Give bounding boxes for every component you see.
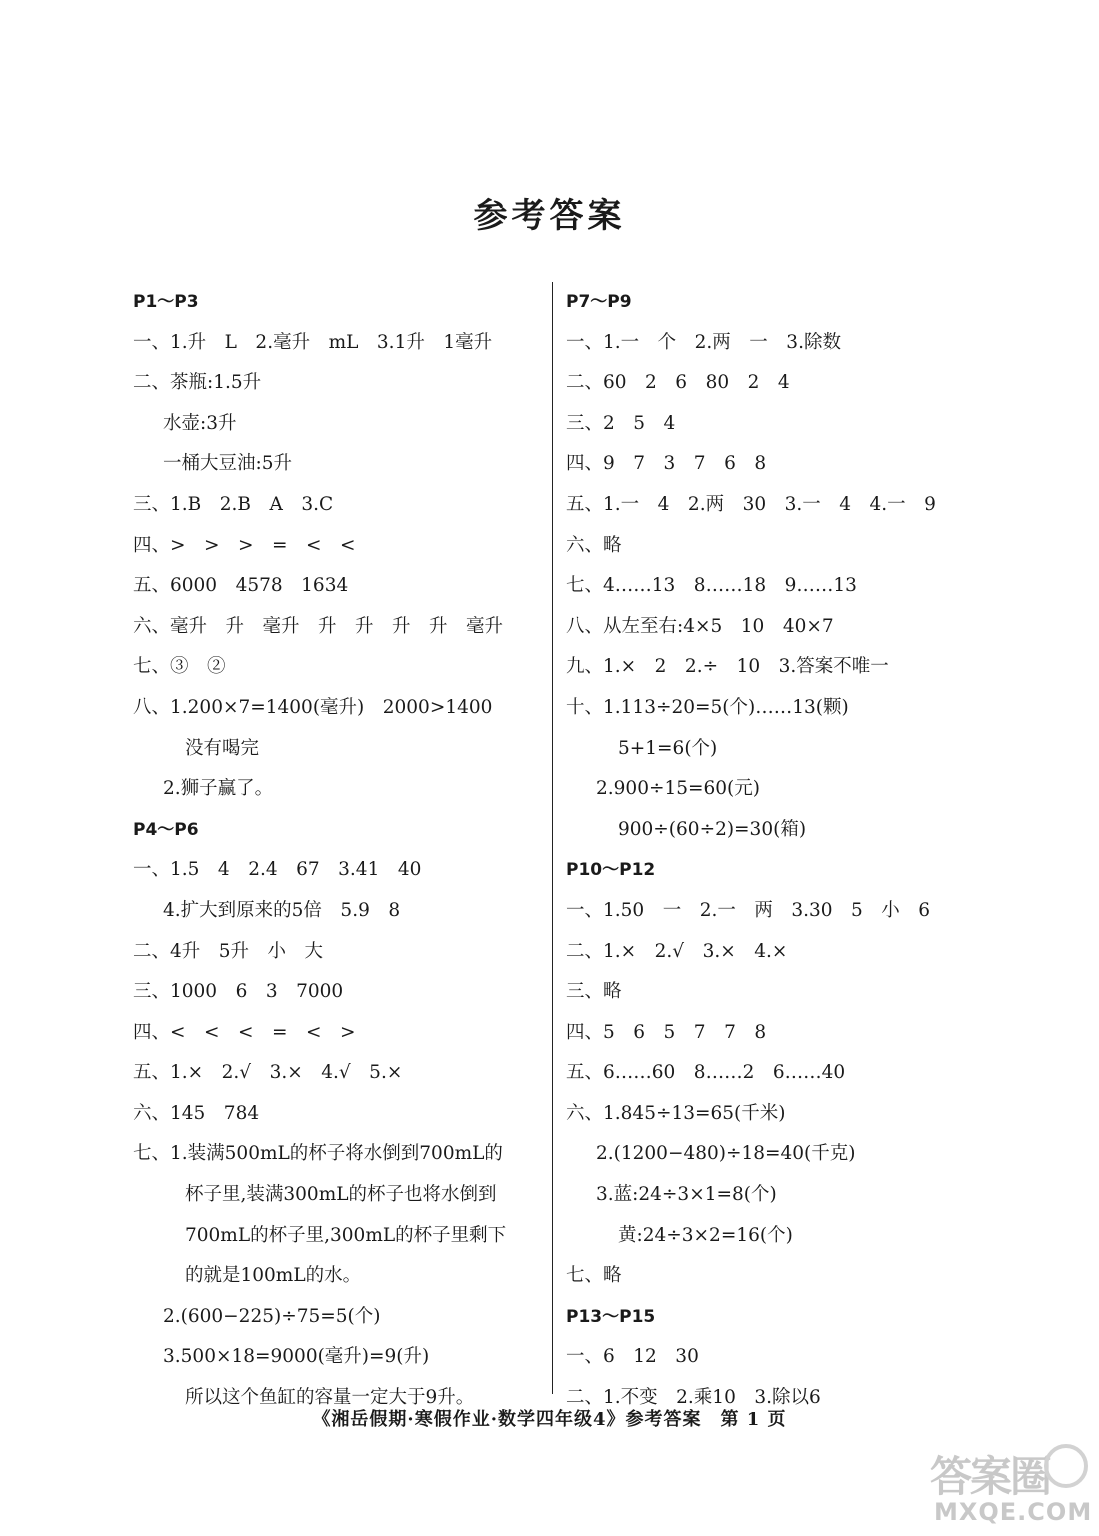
answer-line: 九、1.× 2 2.÷ 10 3.答案不唯一 [566, 656, 889, 678]
answer-line: 六、略 [566, 534, 622, 556]
answer-line: 五、1.一 4 2.两 30 3.一 4 4.一 9 [566, 493, 936, 515]
answer-line: 七、4……13 8……18 9……13 [566, 575, 857, 597]
answer-line: 五、1.× 2.√ 3.× 4.√ 5.× [133, 1062, 403, 1084]
answer-line: 2.(600−225)÷75=5(个) [163, 1305, 381, 1327]
answer-line: 一、1.升 L 2.毫升 mL 3.1升 1毫升 [133, 331, 493, 353]
answer-line: 2.(1200−480)÷18=40(千克) [596, 1143, 856, 1165]
answer-line: 二、1.× 2.√ 3.× 4.× [566, 940, 788, 962]
answer-line: 二、60 2 6 80 2 4 [566, 372, 790, 394]
answer-line: 七、略 [566, 1265, 622, 1287]
answer-line: 2.狮子赢了。 [163, 778, 274, 800]
answer-line: 三、1.B 2.B A 3.C [133, 493, 334, 515]
watermark-seal-icon [1044, 1444, 1088, 1488]
answer-line: 一桶大豆油:5升 [163, 453, 293, 475]
left-column [133, 282, 543, 1419]
answer-line: 一、1.5 4 2.4 67 3.41 40 [133, 859, 422, 881]
answer-line: 五、6……60 8……2 6……40 [566, 1062, 846, 1084]
answer-line: 4.扩大到原来的5倍 5.9 8 [163, 899, 401, 921]
watermark-domain: MXQE.COM [934, 1498, 1093, 1526]
answer-line: 一、6 12 30 [566, 1346, 699, 1368]
section-heading: P7～P9 [566, 292, 632, 312]
answer-line: 二、1.不变 2.乘10 3.除以6 [566, 1387, 821, 1409]
answer-line: 3.500×18=9000(毫升)=9(升) [163, 1346, 430, 1368]
answer-line: 六、毫升 升 毫升 升 升 升 升 毫升 [133, 615, 504, 637]
answer-line: 四、> > > = < < [133, 534, 356, 556]
answer-line: 700mL的杯子里,300mL的杯子里剩下 [185, 1224, 507, 1246]
answer-line: 5+1=6(个) [618, 737, 718, 759]
answer-line: 没有喝完 [185, 737, 260, 759]
section-heading: P13～P15 [566, 1306, 656, 1327]
answer-line: 900÷(60÷2)=30(箱) [618, 818, 807, 840]
right-column [566, 282, 986, 1419]
answer-line: 三、2 5 4 [566, 412, 676, 434]
answer-line: 二、茶瓶:1.5升 [133, 372, 262, 394]
answer-line: 四、9 7 3 7 6 8 [566, 453, 767, 475]
answer-line: 一、1.50 一 2.一 两 3.30 5 小 6 [566, 899, 931, 921]
answer-line: 七、1.装满500mL的杯子将水倒到700mL的 [133, 1143, 503, 1165]
section-heading: P4～P6 [133, 819, 199, 840]
answer-line: 八、从左至右:4×5 10 40×7 [566, 615, 834, 637]
answer-line: 黄:24÷3×2=16(个) [618, 1224, 793, 1246]
answer-line: 三、略 [566, 981, 622, 1003]
section-heading: P10～P12 [566, 860, 656, 881]
answer-line: 十、1.113÷20=5(个)……13(颗) [566, 696, 849, 718]
column-divider [552, 282, 553, 1394]
answer-line: 三、1000 6 3 7000 [133, 981, 344, 1003]
section-heading: P1～P3 [133, 292, 199, 312]
page-title: 参考答案 [473, 196, 626, 236]
answer-line: 杯子里,装满300mL的杯子也将水倒到 [185, 1184, 497, 1206]
answer-line: 二、4升 5升 小 大 [133, 940, 324, 962]
watermark [930, 1440, 1093, 1530]
answer-line: 3.蓝:24÷3×1=8(个) [596, 1184, 777, 1206]
answer-line: 六、145 784 [133, 1102, 260, 1124]
answer-line: 四、< < < = < > [133, 1021, 356, 1043]
page-footer: 《湘岳假期·寒假作业·数学四年级4》参考答案 第 1 页 [312, 1409, 787, 1430]
answer-line: 七、③ ② [133, 656, 226, 678]
answer-line: 五、6000 4578 1634 [133, 575, 349, 597]
answer-line: 八、1.200×7=1400(毫升) 2000>1400 [133, 696, 493, 718]
watermark-chinese: 答案圈 [930, 1452, 1051, 1501]
answer-line: 2.900÷15=60(元) [596, 778, 760, 800]
answer-line: 所以这个鱼缸的容量一定大于9升。 [185, 1387, 475, 1409]
answer-line: 六、1.845÷13=65(千米) [566, 1102, 786, 1124]
answer-line: 的就是100mL的水。 [185, 1265, 362, 1287]
answer-line: 四、5 6 5 7 7 8 [566, 1021, 767, 1043]
answer-line: 水壶:3升 [163, 412, 237, 434]
answer-line: 一、1.一 个 2.两 一 3.除数 [566, 331, 841, 353]
